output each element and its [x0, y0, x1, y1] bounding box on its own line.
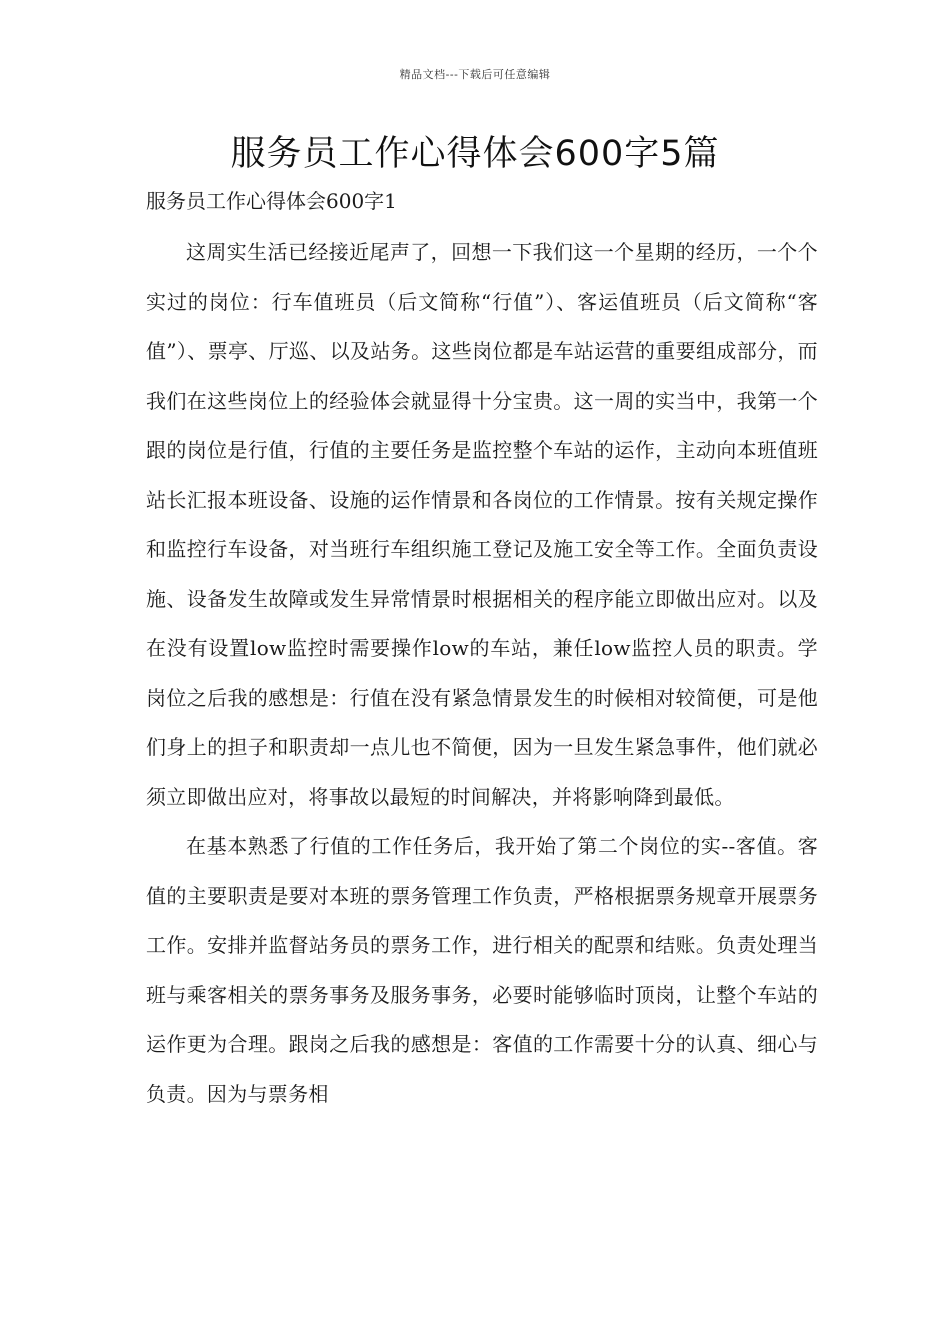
paragraph-1: 这周实生活已经接近尾声了，回想一下我们这一个星期的经历，一个个实过的岗位：行车值班员（后文简称“行值”）、客运值班员（后文简称“客值”）、票亭、厅巡、以及站务。这些岗位都是车站运营的重要组成部分，而我们在这些岗位上的经验体会就显得十分宝贵。这一周的实当中，我第一个跟的岗位是行值，行值的主要任务是监控整个车站的运作，主动向本班值班站长汇报本班设备、设施的运作情景和各岗位的工作情景。按有关规定操作和监控行车设备，对当班行车组织施工登记及施工安全等工作。全面负责设施、设备发生故障或发生异常情景时根据相关的程序能立即做出应对。以及在没有设置low监控时需要操作low的车站，兼任low监控人员的职责。学岗位之后我的感想是：行值在没有紧急情景发生的时候相对较简便，可是他们身上的担子和职责却一点儿也不简便，因为一旦发生紧急事件，他们就必须立即做出应对，将事故以最短的时间解决，并将影响降到最低。 — [146, 240, 818, 809]
body-text — [146, 228, 818, 1119]
document-title: 服务员工作心得体会600字5篇 — [230, 134, 720, 174]
page-header-note: 精品文档---下载后可任意编辑 — [399, 68, 551, 81]
paragraph-2: 在基本熟悉了行值的工作任务后，我开始了第二个岗位的实--客值。客值的主要职责是要对本班的票务管理工作负责，严格根据票务规章开展票务工作。安排并监督站务员的票务工作，进行相关的配票和结账。负责处理当班与乘客相关的票务事务及服务事务，必要时能够临时顶岗，让整个车站的运作更为合理。跟岗之后我的感想是：客值的工作需要十分的认真、细心与负责。因为与票务相 — [146, 834, 818, 1106]
section-subtitle: 服务员工作心得体会600字1 — [146, 189, 397, 213]
